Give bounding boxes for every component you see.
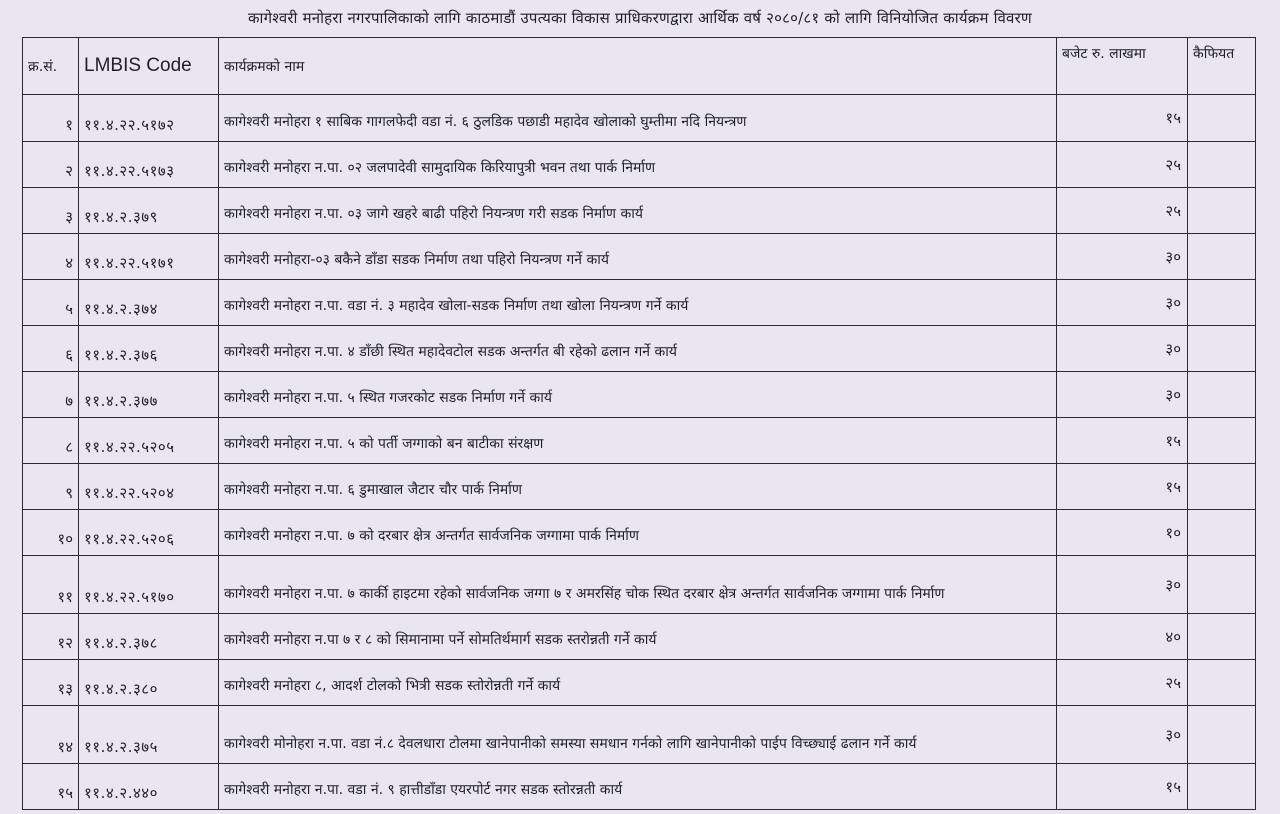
- table-row: [23, 510, 1256, 556]
- row-program-name: कागेश्वरी मनोहरा न.पा. ७ को दरबार क्षेत्र अन्तर्गत सार्वजनिक जग्गामा पार्क निर्माण: [219, 510, 1057, 556]
- row-remarks: [1188, 614, 1256, 660]
- table-body: [23, 95, 1256, 810]
- row-remarks: [1188, 234, 1256, 280]
- row-budget: ३०: [1057, 234, 1188, 280]
- row-program-name: कागेश्वरी मनोहरा न.पा. ५ को पर्ती जग्गाको बन बाटीका संरक्षण: [219, 418, 1057, 464]
- row-serial-number: ९: [23, 464, 79, 510]
- row-lmbis-code: ११.४.२२.५२०६: [79, 510, 219, 556]
- row-remarks: [1188, 556, 1256, 614]
- table-row: [23, 556, 1256, 614]
- header-lmbis-code: LMBIS Code: [79, 38, 219, 95]
- row-lmbis-code: ११.४.२.३७७: [79, 372, 219, 418]
- row-lmbis-code: ११.४.२.३८०: [79, 660, 219, 706]
- row-budget: १५: [1057, 764, 1188, 810]
- row-budget: १५: [1057, 95, 1188, 142]
- header-budget: बजेट रु. लाखमा: [1057, 38, 1188, 95]
- row-program-name: कागेश्वरी मनोहरा १ साबिक गागलफेदी वडा नं. ६ ठुलडिक पछाडी महादेव खोलाको घुम्तीमा नदि नियन्त्रण: [219, 95, 1057, 142]
- row-remarks: [1188, 142, 1256, 188]
- row-program-name: कागेश्वरी मनोहरा न.पा. वडा नं. ९ हात्तीडाँडा एयरपोर्ट नगर सडक स्तोरन्नती कार्य: [219, 764, 1057, 810]
- row-lmbis-code: ११.४.२२.५१७३: [79, 142, 219, 188]
- row-budget: ३०: [1057, 706, 1188, 764]
- row-remarks: [1188, 280, 1256, 326]
- row-remarks: [1188, 372, 1256, 418]
- table-row: [23, 660, 1256, 706]
- row-lmbis-code: ११.४.२२.५१७२: [79, 95, 219, 142]
- programs-table: [22, 37, 1256, 810]
- row-serial-number: ७: [23, 372, 79, 418]
- row-budget: ३०: [1057, 556, 1188, 614]
- table-row: [23, 764, 1256, 810]
- table-row: [23, 188, 1256, 234]
- row-remarks: [1188, 188, 1256, 234]
- row-budget: ३०: [1057, 280, 1188, 326]
- row-lmbis-code: ११.४.२.३७४: [79, 280, 219, 326]
- table-row: [23, 706, 1256, 764]
- row-program-name: कागेश्वरी मनोहरा ८, आदर्श टोलको भित्री सडक स्तोरोन्नती गर्ने कार्य: [219, 660, 1057, 706]
- row-program-name: कागेश्वरी मनोहरा न.पा ७ र ८ को सिमानामा पर्ने सोमतिर्थमार्ग सडक स्तरोन्नती गर्ने कार्य: [219, 614, 1057, 660]
- row-budget: १५: [1057, 418, 1188, 464]
- row-program-name: कागेश्वरी मनोहरा न.पा. ६ डुमाखाल जैटार चौर पार्क निर्माण: [219, 464, 1057, 510]
- row-serial-number: ६: [23, 326, 79, 372]
- row-remarks: [1188, 706, 1256, 764]
- table-row: [23, 95, 1256, 142]
- row-budget: ३०: [1057, 326, 1188, 372]
- row-program-name: कागेश्वरी मनोहरा न.पा. वडा नं. ३ महादेव खोला-सडक निर्माण तथा खोला नियन्त्रण गर्ने कार्य: [219, 280, 1057, 326]
- row-budget: १५: [1057, 464, 1188, 510]
- table-row: [23, 280, 1256, 326]
- row-serial-number: १२: [23, 614, 79, 660]
- row-program-name: कागेश्वरी मनोहरा न.पा. ०३ जागे खहरे बाढी पहिरो नियन्त्रण गरी सडक निर्माण कार्य: [219, 188, 1057, 234]
- table-row: [23, 372, 1256, 418]
- header-program-name: कार्यक्रमको नाम: [219, 38, 1057, 95]
- row-lmbis-code: ११.४.२२.५२०५: [79, 418, 219, 464]
- table-row: [23, 614, 1256, 660]
- row-lmbis-code: ११.४.२.३७९: [79, 188, 219, 234]
- table-row: [23, 464, 1256, 510]
- row-serial-number: १: [23, 95, 79, 142]
- table-row: [23, 234, 1256, 280]
- row-program-name: कागेश्वरी मनोहरा न.पा. ७ कार्की हाइटमा रहेको सार्वजनिक जग्गा ७ र अमरसिंह चोक स्थित दरबार क्षेत्र अन्तर्गत सार्वजनिक जग्गामा पार्क निर्माण: [219, 556, 1057, 614]
- row-lmbis-code: ११.४.२.३७६: [79, 326, 219, 372]
- row-remarks: [1188, 464, 1256, 510]
- row-program-name: कागेश्वरी मनोहरा न.पा. ०२ जलपादेवी सामुदायिक किरियापुत्री भवन तथा पार्क निर्माण: [219, 142, 1057, 188]
- row-budget: २५: [1057, 142, 1188, 188]
- row-remarks: [1188, 764, 1256, 810]
- row-remarks: [1188, 510, 1256, 556]
- row-serial-number: ५: [23, 280, 79, 326]
- row-remarks: [1188, 326, 1256, 372]
- document-title: कागेश्वरी मनोहरा नगरपालिकाको लागि काठमाडौं उपत्यका विकास प्राधिकरणद्वारा आर्थिक वर्ष २०८०/८१ को लागि विनियोजित कार्यक्रम विवरण: [248, 9, 1032, 27]
- table-row: [23, 326, 1256, 372]
- row-serial-number: ३: [23, 188, 79, 234]
- row-serial-number: १५: [23, 764, 79, 810]
- row-serial-number: १४: [23, 706, 79, 764]
- row-serial-number: १०: [23, 510, 79, 556]
- header-row: [23, 38, 1256, 95]
- row-lmbis-code: ११.४.२.४४०: [79, 764, 219, 810]
- row-budget: १०: [1057, 510, 1188, 556]
- table-row: [23, 142, 1256, 188]
- header-remarks: कैफियत: [1188, 38, 1256, 95]
- row-budget: २५: [1057, 660, 1188, 706]
- row-remarks: [1188, 660, 1256, 706]
- row-serial-number: ८: [23, 418, 79, 464]
- row-budget: ४०: [1057, 614, 1188, 660]
- row-lmbis-code: ११.४.२२.५१७०: [79, 556, 219, 614]
- row-program-name: कागेश्वरी मनोहरा न.पा. ५ स्थित गजरकोट सडक निर्माण गर्ने कार्य: [219, 372, 1057, 418]
- row-serial-number: १३: [23, 660, 79, 706]
- row-program-name: कागेश्वरी मोनोहरा न.पा. वडा नं.८ देवलधारा टोलमा खानेपानीको समस्या समधान गर्नको लागि खानेपानीको पाईप विच्छ्याई ढलान गर्ने कार्य: [219, 706, 1057, 764]
- row-serial-number: ११: [23, 556, 79, 614]
- row-lmbis-code: ११.४.२२.५१७१: [79, 234, 219, 280]
- row-lmbis-code: ११.४.२२.५२०४: [79, 464, 219, 510]
- table-row: [23, 418, 1256, 464]
- row-budget: २५: [1057, 188, 1188, 234]
- row-lmbis-code: ११.४.२.३७८: [79, 614, 219, 660]
- row-program-name: कागेश्वरी मनोहरा न.पा. ४ डाँछी स्थित महादेवटोल सडक अन्तर्गत बी रहेको ढलान गर्ने कार्य: [219, 326, 1057, 372]
- row-remarks: [1188, 418, 1256, 464]
- row-budget: ३०: [1057, 372, 1188, 418]
- header-serial-number: क्र.सं.: [23, 38, 79, 95]
- row-serial-number: ४: [23, 234, 79, 280]
- row-serial-number: २: [23, 142, 79, 188]
- row-remarks: [1188, 95, 1256, 142]
- row-program-name: कागेश्वरी मनोहरा-०३ बकैने डाँडा सडक निर्माण तथा पहिरो नियन्त्रण गर्ने कार्य: [219, 234, 1057, 280]
- row-lmbis-code: ११.४.२.३७५: [79, 706, 219, 764]
